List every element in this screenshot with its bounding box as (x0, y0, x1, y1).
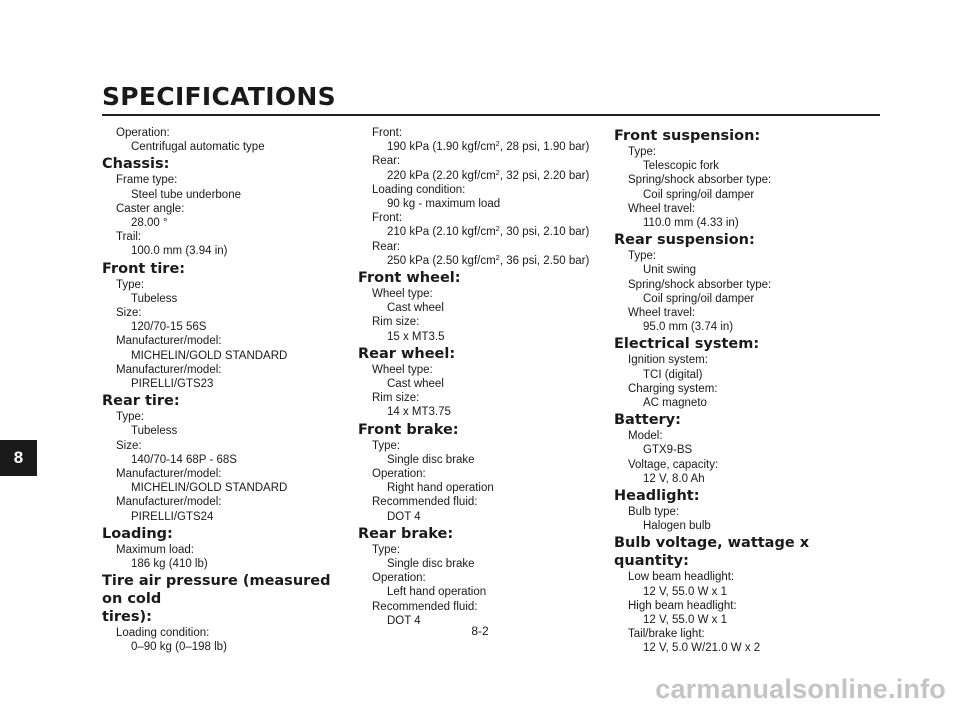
value-text: 190 kPa (1.90 kgf/cm (387, 141, 496, 154)
spec-label: Spring/shock absorber type: (628, 278, 772, 291)
value-text: 210 kPa (2.10 kgf/cm (387, 226, 496, 239)
spec-label: Wheel type: (372, 288, 433, 301)
spec-value: 0–90 kg (0–198 lb) (131, 641, 227, 654)
spec-label: Wheel type: (372, 363, 433, 376)
spec-value: 186 kg (410 lb) (131, 558, 208, 571)
spec-value: 95.0 mm (3.74 in) (643, 321, 734, 334)
spec-label: Manufacturer/model: (116, 335, 222, 348)
spec-value: Coil spring/oil damper (643, 292, 755, 305)
section-heading-electrical: Electrical system: (614, 336, 760, 353)
value-text: 250 kPa (2.50 kgf/cm (387, 254, 496, 267)
section-heading-rear-suspension: Rear suspension: (614, 232, 755, 249)
page-number: 8-2 (471, 624, 489, 638)
spec-value: Telescopic fork (643, 160, 720, 173)
spec-label: Loading condition: (372, 183, 466, 196)
spec-value: Single disc brake (387, 558, 475, 571)
spec-label: Front: (372, 212, 403, 225)
spec-label: Recommended fluid: (372, 600, 478, 613)
spec-column-2 (358, 126, 608, 628)
section-heading-front-tire: Front tire: (102, 260, 186, 277)
spec-label: Trail: (116, 231, 142, 244)
heading-line: tires): (102, 609, 152, 626)
spec-label: Spring/shock absorber type: (628, 174, 772, 187)
spec-value: DOT 4 (387, 510, 421, 523)
spec-label: Type: (628, 250, 657, 263)
spec-label: Ignition system: (628, 354, 708, 367)
spec-value: Centrifugal automatic type (131, 141, 265, 154)
spec-value: TCI (digital) (643, 368, 703, 381)
title-rule (102, 114, 880, 116)
spec-label: Rim size: (372, 316, 420, 329)
spec-value (387, 169, 608, 183)
spec-label: Operation: (116, 127, 170, 139)
spec-label: Wheel travel: (628, 307, 696, 320)
spec-value: Tubeless (131, 425, 178, 438)
superscript: 2 (495, 167, 500, 177)
spec-value: DOT 4 (387, 614, 421, 627)
spec-label: Manufacturer/model: (116, 468, 222, 481)
superscript: 2 (495, 224, 500, 234)
spec-label: Voltage, capacity: (628, 458, 719, 471)
spec-label: Front: (372, 127, 403, 139)
spec-label: Operation: (372, 572, 426, 585)
spec-value: 110.0 mm (4.33 in) (643, 217, 739, 230)
chapter-tab: 8 (0, 440, 37, 476)
spec-value: Unit swing (643, 264, 697, 277)
section-heading-bulbs: Bulb voltage, wattage x quantity: (614, 535, 810, 570)
spec-label: Rear: (372, 155, 401, 168)
spec-label: Rear: (372, 240, 401, 253)
spec-value: 12 V, 5.0 W/21.0 W x 2 (643, 642, 761, 655)
value-text: 220 kPa (2.20 kgf/cm (387, 169, 496, 182)
spec-value: PIRELLI/GTS24 (131, 510, 214, 523)
spec-label: Maximum load: (116, 543, 194, 556)
section-heading-loading: Loading: (102, 525, 173, 542)
spec-label: Caster angle: (116, 202, 185, 215)
superscript: 2 (495, 252, 500, 262)
spec-value: Coil spring/oil damper (643, 188, 755, 201)
value-text: , 28 psi, 1.90 bar) (499, 141, 590, 154)
spec-label: Wheel travel: (628, 202, 696, 215)
page-title: SPECIFICATIONS (102, 82, 336, 111)
spec-label: Charging system: (628, 382, 718, 395)
spec-value: 100.0 mm (3.94 in) (131, 245, 228, 258)
spec-value: 140/70-14 68P - 68S (131, 453, 237, 466)
spec-value (387, 225, 608, 239)
spec-label: Recommended fluid: (372, 496, 478, 509)
section-heading-headlight: Headlight: (614, 488, 700, 505)
spec-value: Right hand operation (387, 482, 494, 495)
spec-value: Tubeless (131, 292, 178, 305)
spec-value (387, 140, 608, 154)
section-heading-rear-wheel: Rear wheel: (358, 345, 456, 362)
spec-value: 12 V, 8.0 Ah (643, 472, 705, 485)
spec-value: AC magneto (643, 397, 707, 410)
section-heading-tire-pressure (102, 572, 352, 626)
section-heading-front-brake: Front brake: (358, 421, 459, 438)
section-heading-chassis: Chassis: (102, 156, 170, 173)
spec-label: Manufacturer/model: (116, 363, 222, 376)
spec-label: Tail/brake light: (628, 628, 705, 641)
spec-label: Manufacturer/model: (116, 496, 222, 509)
spec-value (387, 254, 608, 268)
spec-label: Size: (116, 307, 142, 320)
spec-label: Size: (116, 439, 142, 452)
section-heading-rear-brake: Rear brake: (358, 525, 454, 542)
spec-label: Low beam headlight: (628, 571, 735, 584)
spec-value: 120/70-15 56S (131, 321, 207, 334)
superscript: 2 (495, 139, 500, 149)
spec-value: 12 V, 55.0 W x 1 (643, 614, 727, 627)
spec-value: Left hand operation (387, 586, 487, 599)
spec-column-1 (102, 126, 352, 655)
value-text: , 32 psi, 2.20 bar) (499, 169, 590, 182)
spec-label: Frame type: (116, 174, 178, 187)
spec-value: Cast wheel (387, 302, 444, 315)
spec-value: MICHELIN/GOLD STANDARD (131, 349, 288, 362)
heading-line: Tire air pressure (measured on cold (102, 573, 331, 608)
section-heading-battery: Battery: (614, 412, 681, 429)
spec-label: Loading condition: (116, 627, 210, 640)
spec-label: Rim size: (372, 392, 420, 405)
spec-label: Type: (372, 439, 401, 452)
spec-value: 90 kg - maximum load (387, 198, 501, 211)
spec-label: Model: (628, 430, 663, 443)
spec-label: Type: (628, 146, 657, 158)
spec-label: Operation: (372, 468, 426, 481)
spec-value: 12 V, 55.0 W x 1 (643, 585, 727, 598)
spec-value: Single disc brake (387, 453, 475, 466)
watermark: carmanualsonline.info (655, 674, 946, 704)
section-heading-rear-tire: Rear tire: (102, 393, 180, 410)
spec-label: Type: (116, 411, 145, 424)
spec-value: 14 x MT3.75 (387, 406, 451, 419)
spec-value: 15 x MT3.5 (387, 330, 445, 343)
spec-value: GTX9-BS (643, 444, 693, 457)
spec-label: Type: (372, 543, 401, 556)
spec-value: Halogen bulb (643, 520, 711, 533)
spec-value: 28.00 ° (131, 217, 168, 230)
value-text: , 30 psi, 2.10 bar) (499, 226, 590, 239)
spec-label: High beam headlight: (628, 599, 737, 612)
section-heading-front-suspension: Front suspension: (614, 128, 761, 144)
spec-value: Steel tube underbone (131, 188, 241, 201)
spec-column-3 (614, 126, 864, 656)
spec-label: Type: (116, 278, 145, 291)
spec-value: Cast wheel (387, 378, 444, 391)
spec-value: PIRELLI/GTS23 (131, 378, 214, 391)
value-text: , 36 psi, 2.50 bar) (499, 254, 590, 267)
spec-value: MICHELIN/GOLD STANDARD (131, 482, 288, 495)
section-heading-front-wheel: Front wheel: (358, 270, 461, 287)
spec-label: Bulb type: (628, 506, 680, 519)
